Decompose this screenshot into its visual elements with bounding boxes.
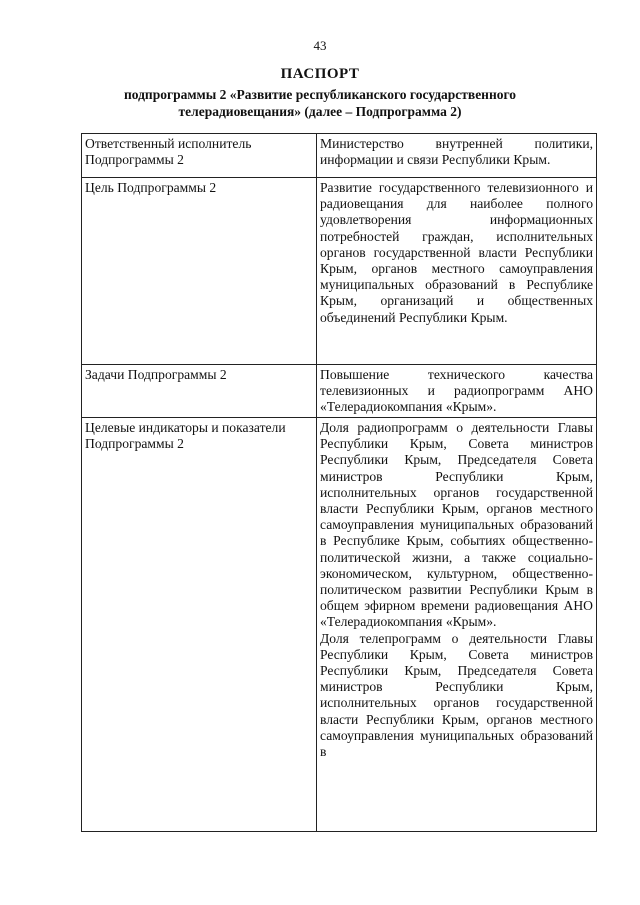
document-title: ПАСПОРТ <box>280 66 360 82</box>
table-row <box>82 178 597 365</box>
row-label-goal: Цель Подпрограммы 2 <box>82 178 317 365</box>
page-number: 43 <box>313 38 327 53</box>
indicator-radio-share: Доля радиопрограмм о деятельности Главы Республики Крым, Совета министров Республики Крым, Председателя Совета министров Республики Крым, исполнительных органов государственной власти Республики Крым, органов местного самоуправления муниципальных образований в Республике Крым, событиях общественно-политической жизни, а также социально-экономическом, культурном, общественно-политическом развитии Республики Крым в общем эфирном времени радиовещания АНО «Телерадиокомпания «Крым». <box>320 420 593 630</box>
row-value-indicators <box>317 418 597 832</box>
row-label-indicators: Целевые индикаторы и показатели Подпрограммы 2 <box>82 418 317 832</box>
row-label-tasks: Задачи Подпрограммы 2 <box>82 365 317 418</box>
row-value-goal: Развитие государственного телевизионного и радиовещания для наиболее полного удовлетворения информационных потребностей граждан, исполнительных органов государственной власти Республики Крым, органов местного самоуправления муниципальных образований в Республике Крым, организаций и общественных объединений Республики Крым. <box>317 178 597 365</box>
passport-table <box>81 133 597 832</box>
indicators-text-block <box>320 420 593 760</box>
subtitle-line-1: подпрограммы 2 «Развитие республиканского государственного <box>123 87 517 102</box>
row-label-responsible-executor: Ответственный исполнитель Подпрограммы 2 <box>82 134 317 178</box>
subtitle-line-2: телерадиовещания» (далее – Подпрограмма 2) <box>178 104 462 119</box>
document-subtitle <box>100 86 540 120</box>
table-row <box>82 418 597 832</box>
row-value-tasks: Повышение технического качества телевизионных и радиопрограмм АНО «Телерадиокомпания «Крым». <box>317 365 597 418</box>
table-row <box>82 365 597 418</box>
row-value-responsible-executor: Министерство внутренней политики, информации и связи Республики Крым. <box>317 134 597 178</box>
indicator-tv-share: Доля телепрограмм о деятельности Главы Республики Крым, Совета министров Республики Крым, Председателя Совета министров Республики Крым, исполнительных органов государственной власти Республики Крым, органов местного самоуправления муниципальных образований в <box>320 630 593 760</box>
table-row <box>82 134 597 178</box>
